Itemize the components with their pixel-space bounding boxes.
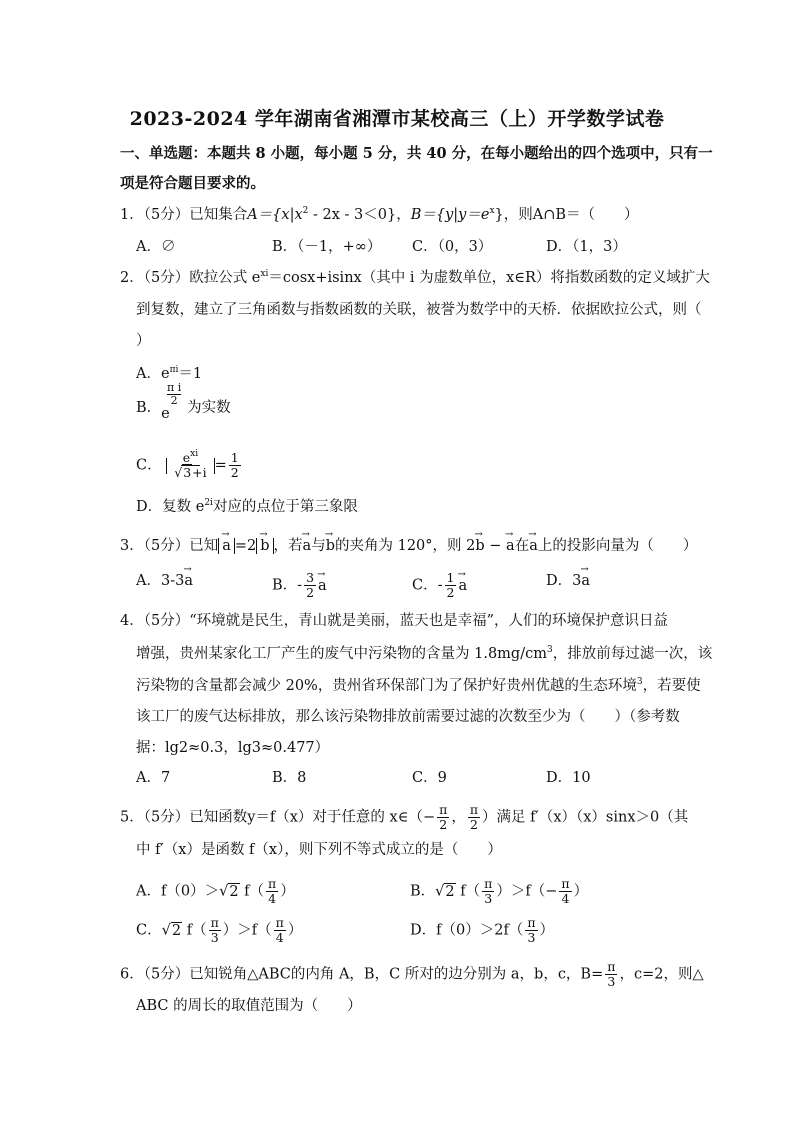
question-4-option-c[interactable]: C．9 [412,770,447,786]
question-3-option-a[interactable]: A．3-3→ a [136,571,193,591]
question-4-line4: 该工厂的废气达标排放，那么该污染物排放前需要过滤的次数至少为（ ）（参考数 [136,709,680,725]
question-3-option-b[interactable]: B．- $\frac{3}{2}$ → a [272,571,327,600]
question-1-option-a[interactable]: A．∅ [136,239,176,255]
question-5-option-a[interactable]: A．f（0）＞√2 f（ $\frac{\pi}{4}$ ） [136,876,295,906]
question-3-option-c[interactable]: C．- $\frac{1}{2}$ → a [412,571,467,600]
question-5-option-c[interactable]: C．√2 f（ $\frac{\pi}{3}$ ）＞f（ $\frac{\pi}{4}$ ） [136,915,303,945]
question-2-option-a[interactable]: A．$e^{\pi i}=1$ [136,365,203,382]
question-4-option-b[interactable]: B．8 [272,770,307,786]
question-5-option-b[interactable]: B．√2 f（ $\frac{\pi}{3}$ ）＞f（− $\frac{\pi}{4}$ ） [410,876,589,906]
question-4-line2: 增强，贵州某家化工厂产生的废气中污染物的含量为 $1.8mg/cm^3$，排放前每过滤一次，该 [136,645,713,662]
question-1-option-b[interactable]: B．（－1，+∞） [272,239,382,255]
question-4-option-d[interactable]: D．10 [546,770,591,786]
question-2-option-b[interactable]: B． π i 2 e 为实数 [136,381,231,422]
question-3-option-d[interactable]: D．3→ a [546,571,590,591]
exam-title: 2023-2024 学年湖南省湘潭市某校高三（上）开学数学试卷 [129,108,665,130]
question-4-option-a[interactable]: A．7 [136,770,171,786]
question-2-line2: 到复数，建立了三角函数与指数函数的关联，被誉为数学中的天桥．依据欧拉公式，则（ [136,302,702,318]
question-4-line1: 4．（5分）“环境就是民生，青山就是美丽，蓝天也是幸福”，人们的环境保护意识日益 [120,613,669,629]
question-5-option-d[interactable]: D．f（0）＞2f（ $\frac{\pi}{3}$ ） [410,915,555,945]
question-1-option-d[interactable]: D．（1，3） [546,239,627,255]
question-6-line1: 6．（5分）已知锐角△ABC的内角 A，B，C 所对的边分别为 a，b，c，B= $\frac{\pi}{3}$ ，c=2，则△ [120,959,704,989]
question-4-line3: 污染物的含量都会减少 20%，贵州省环保部门为了保护好贵州优越的生态环境$^3$，若要使 [136,677,701,694]
section-heading-line2: 项是符合题目要求的。 [120,175,265,192]
question-2-option-d[interactable]: D．复数 $e^{2i}$对应的点位于第三象限 [136,498,358,515]
question-1-option-c[interactable]: C．（0，3） [412,239,493,255]
question-5-line1: 5．（5分）已知函数y＝f（x）对于任意的 x∈（− $\frac{\pi}{2}$ ， $\frac{\pi}{2}$ ）满足 f′（x）（x）sinx＞0（其 [120,802,689,832]
question-4-line5: 据：lg2≈0.3，lg3≈0.477） [136,740,330,756]
question-6-line2: ABC 的周长的取值范围为（ ） [136,998,362,1014]
question-3-stem: 3．（5分）已知→ a =2→ b ，若→ a与→ b的夹角为 120°，则 2→ b − → a在→ a上的投影向量为（ ） [120,536,697,556]
question-2-option-c[interactable]: C． $\frac{e^{xi}}{√3+i}$ = $\frac{1}{2}$ [136,449,239,480]
question-5-line2: 中 f′（x）是函数 f（x），则下列不等式成立的是（ ） [136,842,502,858]
section-heading-line1: 一、单选题：本题共 8 小题，每小题 5 分，共 40 分，在每小题给出的四个选项中，只有一 [120,145,713,162]
question-1-stem: 1．（5分）已知集合$A=\{x|x^2 - 2x - 3<0\}$，$B=\{y|y=e^x\}$，则A∩B＝（ ） [120,206,639,223]
question-2-line3: ） [136,333,151,349]
question-2-line1: 2．（5分）欧拉公式 $e^{xi}=\cos x+isinx$（其中 i 为虚数单位，x∈R）将指数函数的定义域扩大 [120,269,710,286]
